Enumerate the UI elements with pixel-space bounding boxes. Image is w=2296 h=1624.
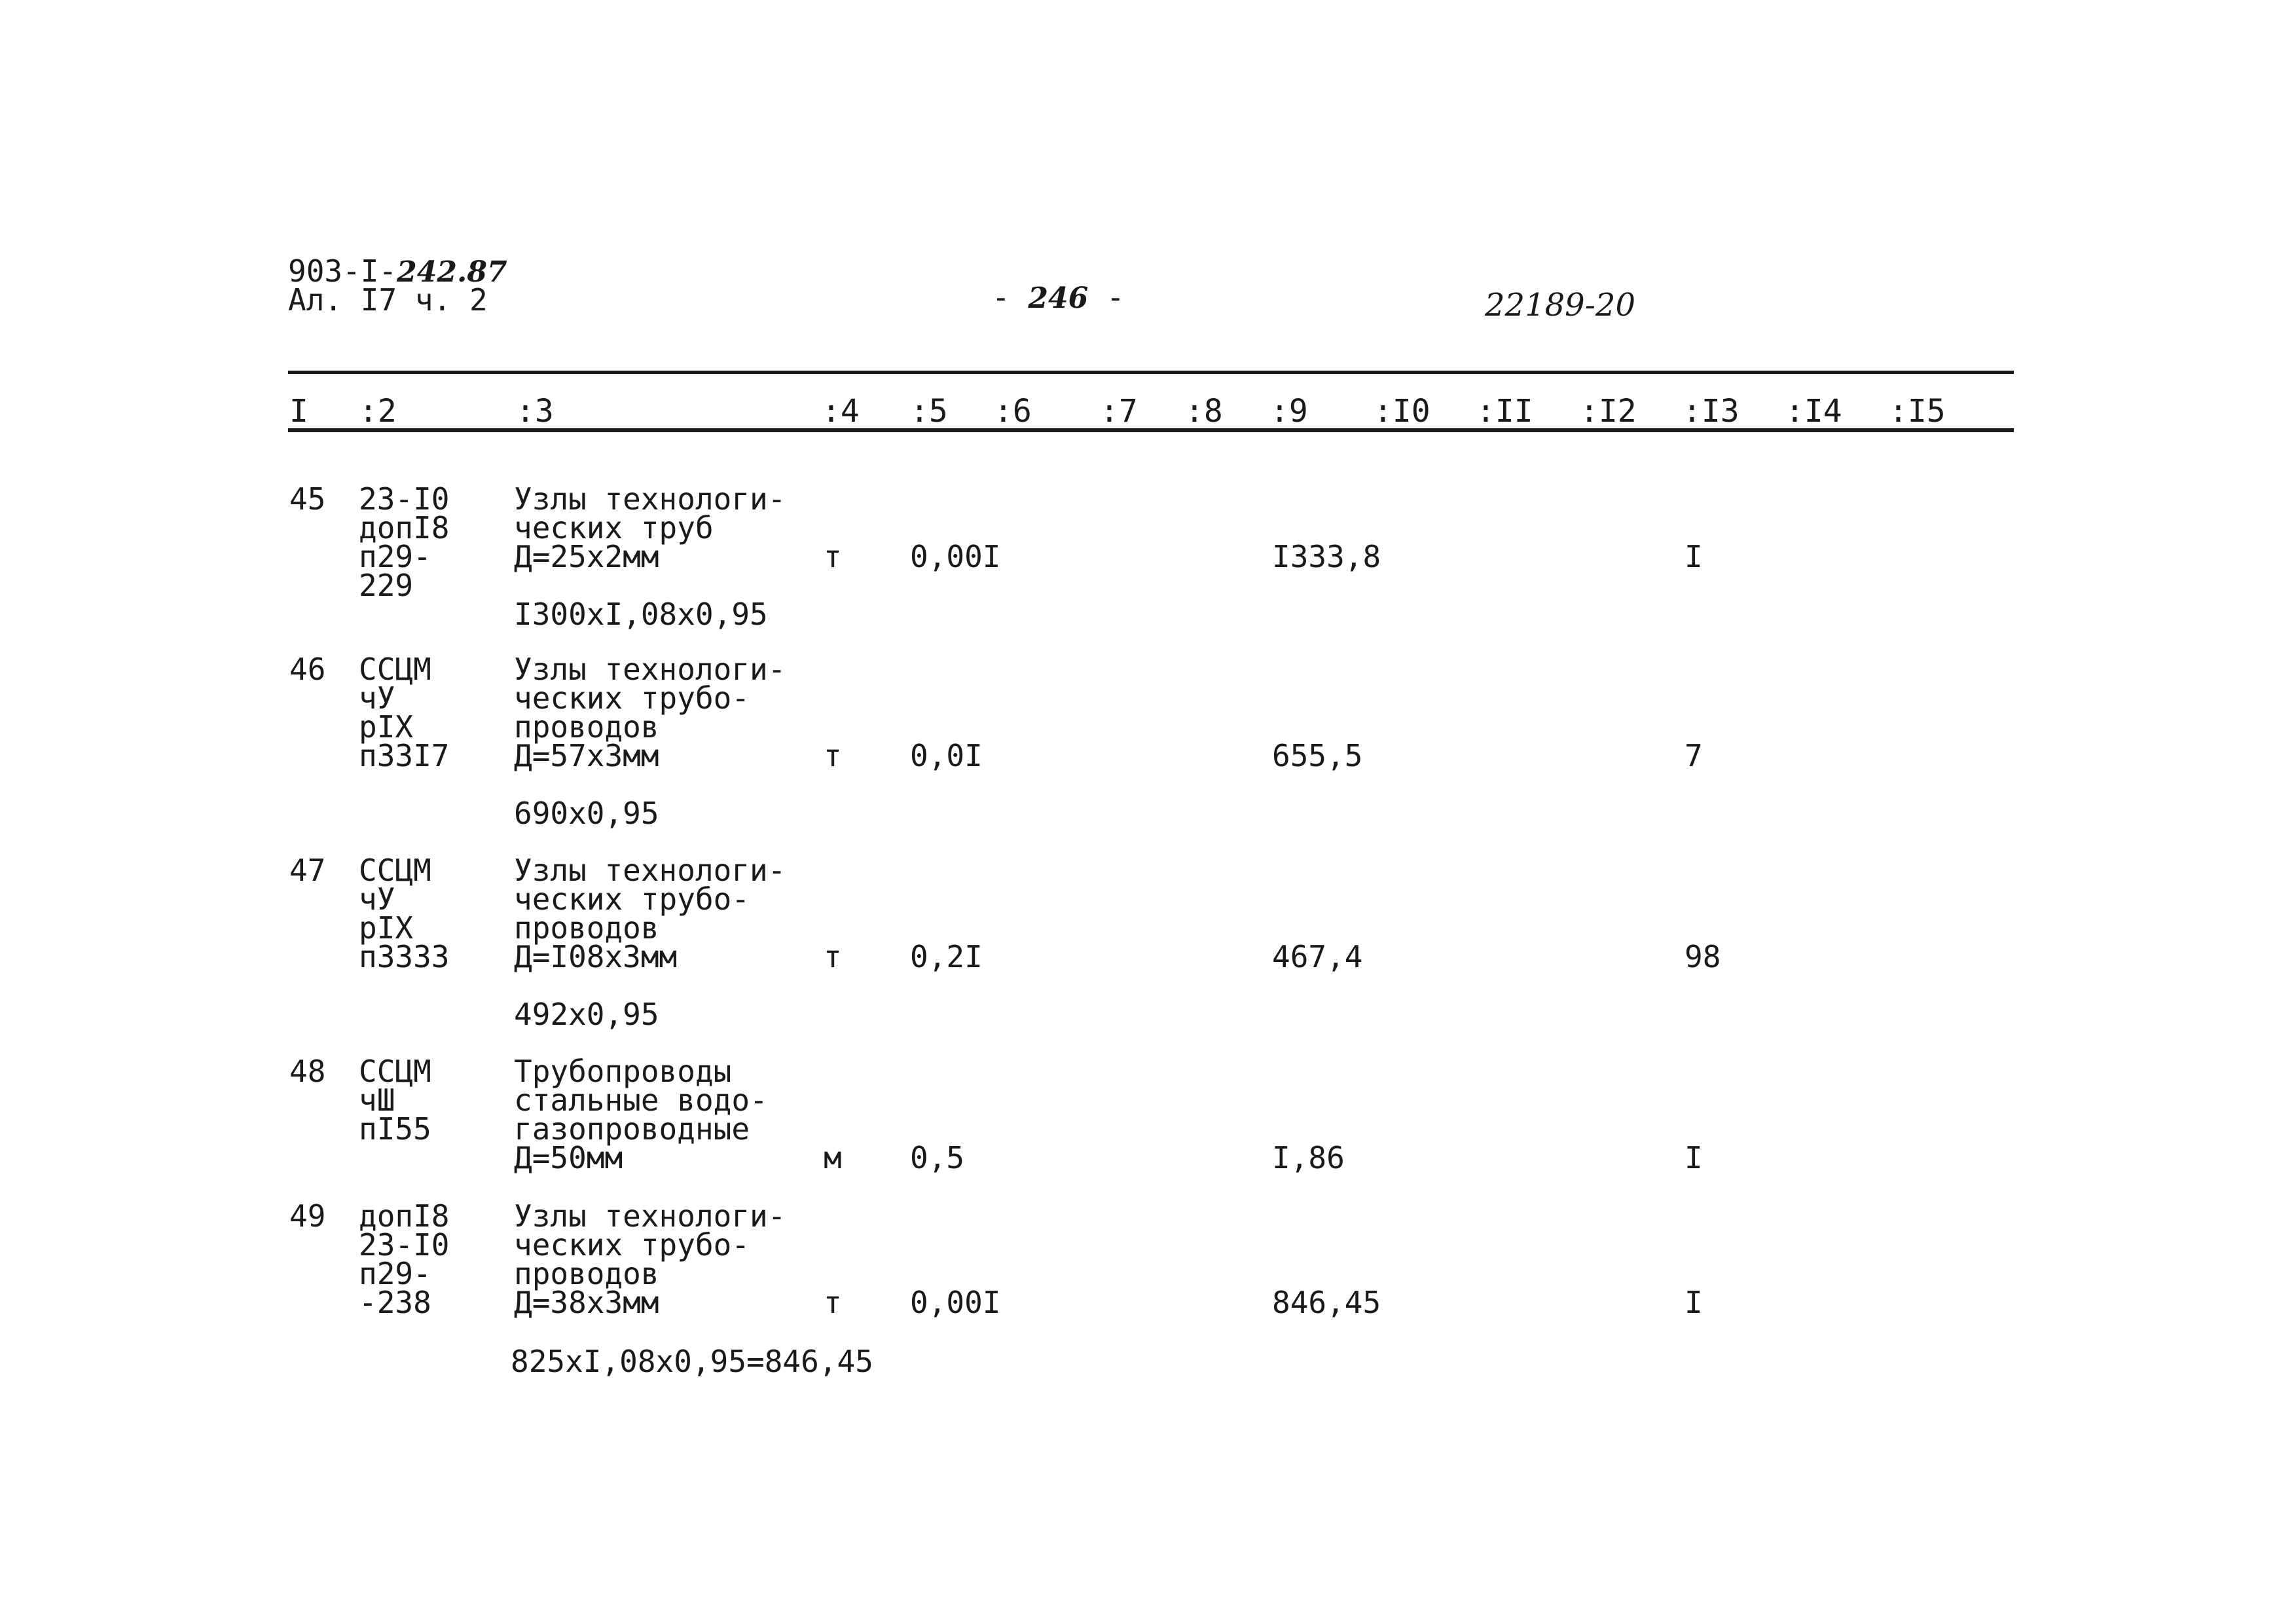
column-header: :5 <box>910 393 948 430</box>
page-number <box>992 280 1125 315</box>
document-code-handwritten: 242.87 <box>397 255 507 289</box>
code-line: рIХ <box>359 910 414 946</box>
row-unit: м <box>824 1140 842 1175</box>
column-header: :6 <box>994 393 1032 430</box>
code-line: п29- <box>359 1256 431 1291</box>
description-line: газопроводные <box>514 1111 750 1147</box>
row-code <box>359 1054 431 1147</box>
row-description <box>514 481 786 574</box>
code-line: чШ <box>359 1082 395 1118</box>
table-top-rule <box>288 371 2014 374</box>
description-line: стальные водо- <box>514 1082 768 1118</box>
column-header: :I5 <box>1889 393 1946 430</box>
row-code <box>359 481 450 603</box>
row-col9-value: I333,8 <box>1272 539 1381 574</box>
description-line: ческих труб <box>514 510 714 545</box>
row-unit: т <box>824 738 842 773</box>
code-line: 229 <box>359 568 414 603</box>
column-header: :I0 <box>1374 393 1430 430</box>
description-line: Трубопроводы <box>514 1054 732 1089</box>
row-number: 48 <box>289 1054 326 1089</box>
row-col13-value: 98 <box>1685 939 1721 974</box>
description-line: ческих трубо- <box>514 1227 750 1263</box>
row-description <box>514 1054 768 1175</box>
row-quantity: 0,00I <box>910 1285 1001 1320</box>
column-header: :II <box>1476 393 1533 430</box>
description-line: Д=57х3мм <box>514 738 659 773</box>
row-number: 47 <box>289 853 326 888</box>
column-header: :2 <box>359 393 397 430</box>
row-col9-value: I,86 <box>1272 1140 1345 1175</box>
description-line: проводов <box>514 910 659 946</box>
code-line: ССЦМ <box>359 1054 431 1089</box>
row-col9-value: 655,5 <box>1272 738 1363 773</box>
row-number: 46 <box>289 652 326 687</box>
row-unit: т <box>824 1285 842 1320</box>
code-line: п33I7 <box>359 738 450 773</box>
description-line: Узлы технологи- <box>514 1198 786 1234</box>
column-header: :I4 <box>1785 393 1842 430</box>
row-description <box>514 1198 786 1320</box>
row-number: 49 <box>289 1198 326 1234</box>
row-description <box>514 853 786 974</box>
description-line: Д=I08х3мм <box>514 939 678 974</box>
row-formula: 492х0,95 <box>514 997 659 1032</box>
page-number-handwritten: 246 <box>1028 282 1089 315</box>
column-header: :7 <box>1100 393 1138 430</box>
column-header: I <box>289 393 308 430</box>
code-line: чУ <box>359 680 395 716</box>
row-col13-value: I <box>1685 1140 1703 1175</box>
row-col13-value: I <box>1685 1285 1703 1320</box>
row-description <box>514 652 786 773</box>
code-line: 23-I0 <box>359 481 450 517</box>
row-unit: т <box>824 539 842 574</box>
row-code <box>359 853 450 974</box>
row-code <box>359 652 450 773</box>
code-line: 23-I0 <box>359 1227 450 1263</box>
row-unit: т <box>824 939 842 974</box>
description-line: ческих трубо- <box>514 881 750 917</box>
column-header: :I2 <box>1580 393 1637 430</box>
album-part: Ал. I7 ч. 2 <box>288 282 488 318</box>
code-line: пI55 <box>359 1111 431 1147</box>
row-col9-value: 846,45 <box>1272 1285 1381 1320</box>
description-line: Узлы технологи- <box>514 853 786 888</box>
column-header: :I3 <box>1683 393 1740 430</box>
row-formula: 690х0,95 <box>514 796 659 831</box>
page-number-dash-right: - <box>1106 280 1125 315</box>
row-col9-value: 467,4 <box>1272 939 1363 974</box>
description-line: проводов <box>514 709 659 745</box>
document-code-prefix: 903-I- <box>288 253 397 289</box>
code-line: ССЦМ <box>359 652 431 687</box>
code-line: ССЦМ <box>359 853 431 888</box>
code-line: допI8 <box>359 1198 450 1234</box>
description-line: Д=38х3мм <box>514 1285 659 1320</box>
row-col13-value: 7 <box>1685 738 1703 773</box>
row-quantity: 0,00I <box>910 539 1001 574</box>
code-line: -238 <box>359 1285 431 1320</box>
description-line: Узлы технологи- <box>514 652 786 687</box>
column-header: :8 <box>1185 393 1223 430</box>
row-quantity: 0,2I <box>910 939 983 974</box>
description-line: ческих трубо- <box>514 680 750 716</box>
column-header: :3 <box>516 393 554 430</box>
code-line: п3333 <box>359 939 450 974</box>
row-quantity: 0,5 <box>910 1140 965 1175</box>
row-formula: I300хI,08х0,95 <box>514 597 768 632</box>
description-line: Д=50мм <box>514 1140 623 1175</box>
row-col13-value: I <box>1685 539 1703 574</box>
row-quantity: 0,0I <box>910 738 983 773</box>
code-line: рIХ <box>359 709 414 745</box>
code-line: допI8 <box>359 510 450 545</box>
row-formula: 825хI,08х0,95=846,45 <box>511 1344 873 1379</box>
row-code <box>359 1198 450 1320</box>
page-number-dash-left: - <box>992 280 1010 315</box>
row-number: 45 <box>289 481 326 517</box>
code-line: чУ <box>359 881 395 917</box>
column-header: :9 <box>1270 393 1308 430</box>
description-line: Узлы технологи- <box>514 481 786 517</box>
description-line: проводов <box>514 1256 659 1291</box>
code-line: п29- <box>359 539 431 574</box>
description-line: Д=25х2мм <box>514 539 659 574</box>
sheet-code: 22189-20 <box>1485 287 1635 323</box>
column-header: :4 <box>822 393 860 430</box>
